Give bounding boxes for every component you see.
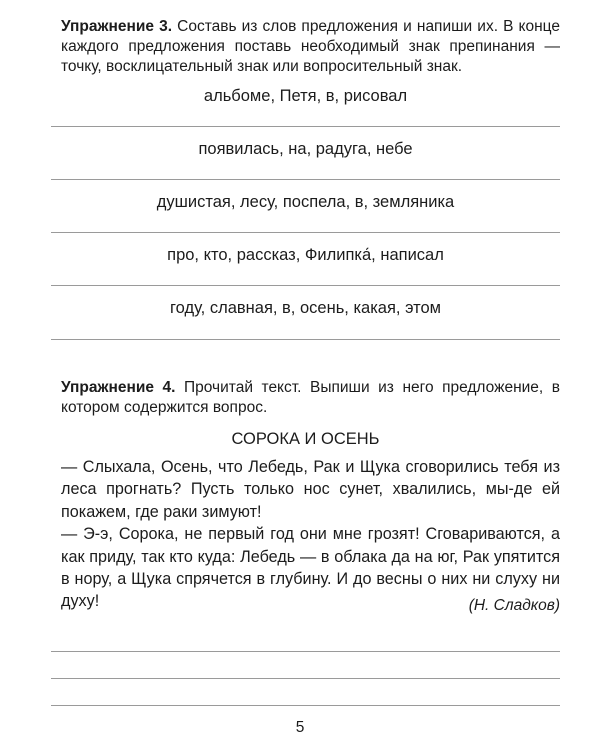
answer-line-2[interactable] [51, 678, 560, 679]
exercise-4-instruction: Прочитай текст. Выпиши из него предложение, в котором содержится вопрос. [61, 379, 560, 416]
exercise-4-label: Упражнение 4. [61, 379, 176, 396]
writing-line-2[interactable] [51, 179, 560, 180]
word-set-4: про, кто, рассказ, Филипка́, написал [167, 246, 444, 264]
writing-line-4[interactable] [51, 285, 560, 286]
exercise-3-instruction: Составь из слов предложения и напиши их. В конце каждого предложения поставь необходимый знак препинания — точку, восклицательный знак или вопросительный знак. [61, 18, 561, 75]
writing-line-3[interactable] [51, 232, 560, 233]
writing-line-5[interactable] [51, 339, 560, 340]
word-set-1: альбоме, Петя, в, рисовал [203, 87, 408, 105]
exercise-3-label: Упражнение 3. [61, 18, 173, 35]
word-set-5: году, славная, в, осень, какая, этом [169, 299, 442, 317]
word-set-3: душистая, лесу, поспела, в, земляника [156, 193, 455, 211]
answer-line-3[interactable] [51, 705, 560, 706]
page-number: 5 [295, 719, 305, 736]
exercise-3-header [61, 17, 560, 77]
word-set-2: появилась, на, радуга, небе [198, 140, 413, 158]
story-paragraph-1: — Слыхала, Осень, что Лебедь, Рак и Щука сговорились тебя из леса прогнать? Пусть только нос сунет, хвалились, мы-де ей покажем, где раки зимуют! [61, 458, 560, 521]
writing-line-1[interactable] [51, 126, 560, 127]
exercise-4-header [61, 378, 560, 418]
story-title: СОРОКА И ОСЕНЬ [231, 430, 380, 448]
story-paragraph-2: — Э-э, Сорока, не первый год они мне грозят! Сговариваются, а как приду, так кто куда: Лебедь — в облака да на юг, Рак упятится в нору, а Щука спрячется в глубину. И до весны о них ни слуху ни духу! [61, 525, 560, 611]
story-author: (Н. Сладков) [468, 597, 560, 614]
answer-line-1[interactable] [51, 651, 560, 652]
story-text [61, 456, 560, 613]
